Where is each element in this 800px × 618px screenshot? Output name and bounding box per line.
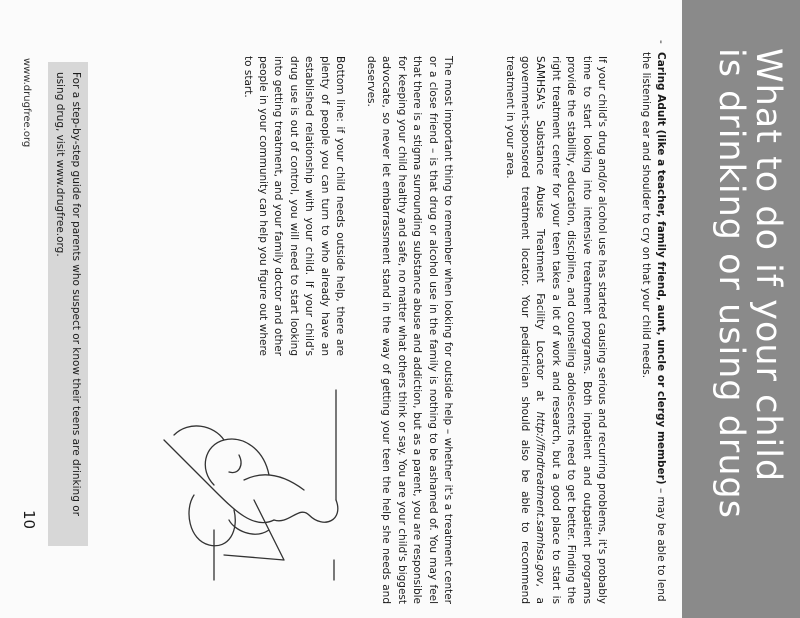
page-title (712, 48, 786, 608)
treatment-text-1: If your child's drug and/or alcohol use has started causing serious and recurring problems, it's probably time to start looking into intensive treatment programs. Both inpatient and outpatient programs provide the stability, education, discipline, and counseling adolescents need to get better. Finding the right treatment center for your teen takes a lot of work and research, but a good place to start is SAMHSA's Substance Abuse Treatment Facility Locator at (534, 56, 608, 604)
footer-site-url[interactable]: www.drugfree.org (21, 58, 32, 148)
title-line-2: is drinking or using drugs (711, 48, 751, 519)
important-thing-paragraph: The most important thing to remember when looking for outside help – whether it's a treatment center or a close friend – is that drug or alcohol use in the family is nothing to be ashamed of. You may feel that there is a stigma surrounding substance abuse and addiction, but as a parent, you are responsible for keeping your child healthy and safe, no matter what others think or say. You are your child's biggest advocate, so never let embarrassment stand in the way of getting your teen the help she needs and deserves. (364, 56, 454, 604)
locator-link[interactable]: http://findtreatment.samhsa.gov (534, 411, 547, 584)
treatment-paragraph (501, 56, 609, 604)
caring-adult-bullet (638, 40, 668, 604)
footer-callout-text: For a step-by-step guide for parents who suspect or know their teens are drinking or using drug, visit www.drugfree.org. (54, 72, 82, 516)
bullet-rest-text: – may be able to lend the listening ear and shoulder to cry on that your child needs. (640, 52, 667, 602)
bullet-bold-text: Caring Adult (like a teacher, family friend, aunt, uncle or clergy member) (655, 52, 667, 485)
footer-callout-band (48, 62, 88, 546)
bottom-line-paragraph: Bottom line: if your child needs outside help, there are plenty of people you can turn to who already have an established relationship with your child. If your child's drug use is out of control, you will need to start looking into getting treatment, and your family doctor and other people in your community can help you figure out where to start. (241, 56, 346, 356)
title-band (682, 0, 800, 618)
treatment-text-2: , a government-sponsored treatment locator. Your pediatrician should also be able to recommend treatment in your area. (503, 56, 547, 604)
hands-line-drawing (134, 380, 364, 590)
title-line-1: What to do if your child (748, 48, 788, 483)
bullet-dash: - (655, 40, 667, 44)
page-number: 10 (20, 510, 38, 530)
